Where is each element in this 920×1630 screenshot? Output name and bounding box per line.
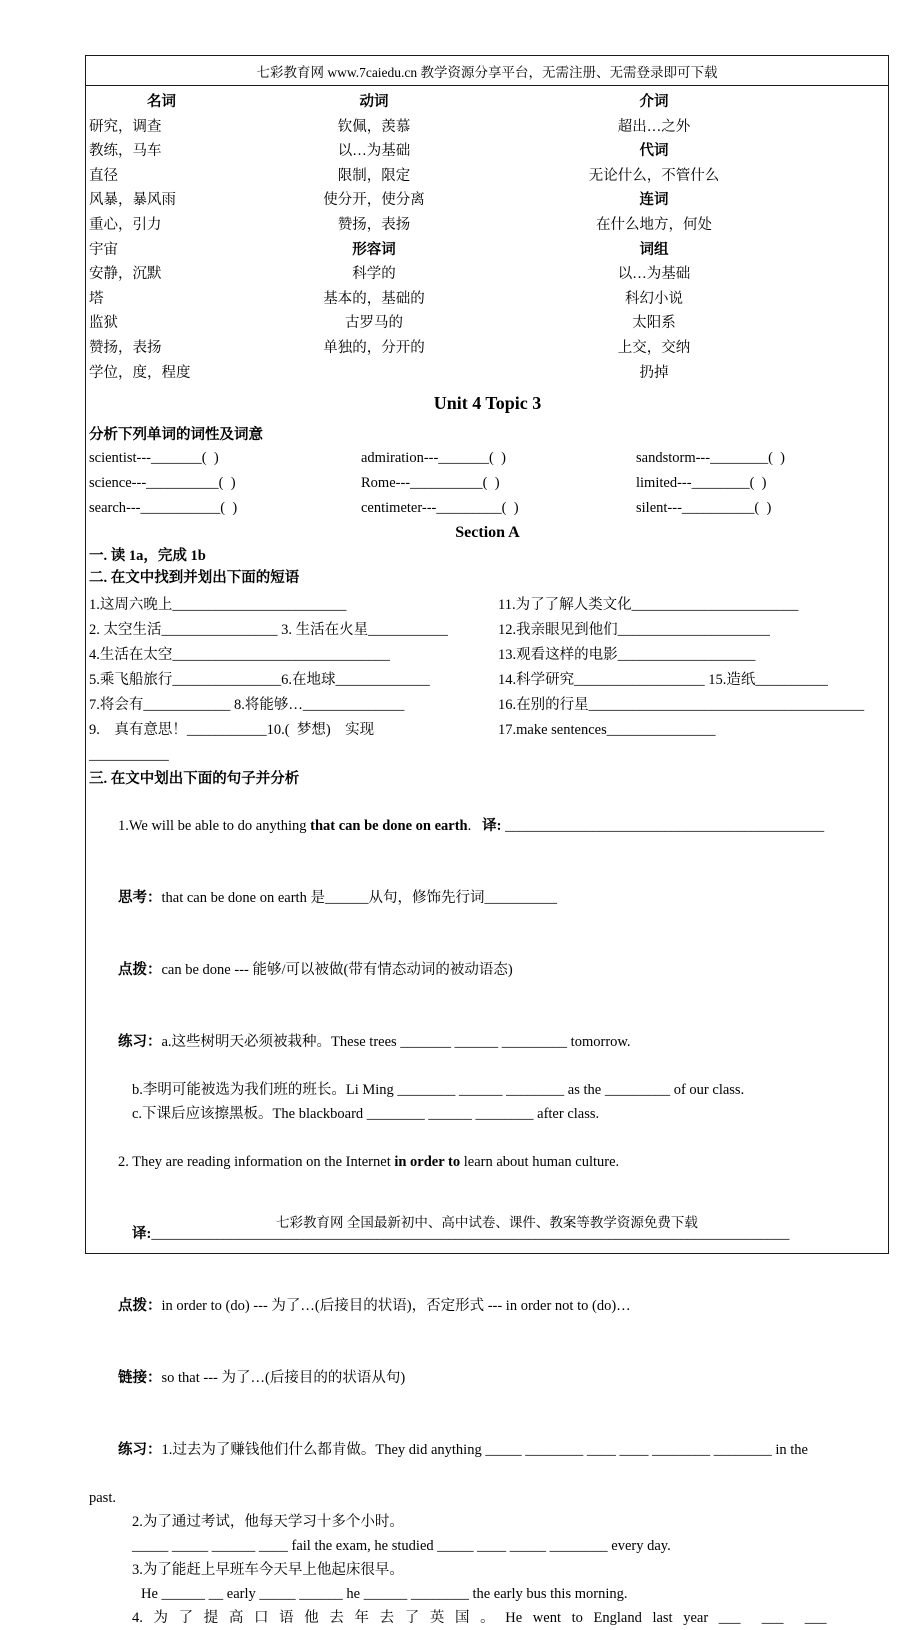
vocab-cell: 安静，沉默 [89, 266, 162, 283]
exercise-label: 练习： [118, 1034, 162, 1051]
sentence-1-pre: 1.We will be able to do anything [118, 818, 311, 835]
phrase-line: 14.科学研究__________________ 15.造纸__________ [498, 672, 828, 689]
exercise-line-c: c.下课后应该擦黑板。The blackboard ________ ______ ________ after class. [132, 1106, 600, 1123]
sentence-2-pre: 2. They are reading information on the Internet [118, 1154, 395, 1171]
vocab-cell: 古罗马的 [345, 315, 403, 332]
exercise-text: 1.过去为了赚钱他们什么都肯做。They did anything _____ ________ ____ ____ ________ ________ in the [161, 1442, 808, 1459]
exercise-line-a [89, 1006, 886, 1078]
vocab-cell: 风暴，暴风雨 [89, 192, 176, 209]
phrase-line: 13.观看这样的电影___________________ [498, 647, 756, 664]
site-footer [86, 1211, 888, 1231]
phrase-line: 9. 真有意思！___________10.( 梦想) 实现 [89, 722, 375, 739]
vocab-cell: 太阳系 [632, 315, 676, 332]
link-label: 链接： [118, 1370, 162, 1387]
link-line [89, 1342, 886, 1414]
page-title: Unit 4 Topic 3 [433, 393, 542, 414]
vocab-cell: 上交，交纳 [617, 339, 691, 356]
part1-heading: 一. 读 1a，完成 1b [89, 548, 206, 565]
think-text: that can be done on earth 是______从句，修饰先行词__________ [161, 890, 557, 907]
worksheet-content [86, 86, 888, 1630]
vocab-header-noun: 名词 [147, 94, 176, 110]
vocab-header-conjunction: 连词 [639, 192, 669, 209]
tip-line-1 [89, 934, 886, 1006]
vocab-cell: 研究，调查 [89, 118, 162, 135]
translate-blank: ________________________________________________________________________________________ [151, 1226, 790, 1243]
exercise2-line-2b: _____ _____ ______ ____ fail the exam, he studied _____ ____ _____ ________ every day. [132, 1538, 671, 1555]
sentence-2-bold: in order to [394, 1154, 461, 1171]
vocab-table [89, 90, 886, 385]
vocab-cell: 基本的，基础的 [323, 290, 425, 307]
vocab-cell: 限制，限定 [337, 167, 411, 184]
exercise-text: a.这些树明天必须被栽种。These trees _______ ______ _________ tomorrow. [161, 1034, 631, 1051]
vocab-cell: 科学的 [352, 266, 396, 283]
phrase-list [89, 593, 886, 768]
sentence-1-post: . [467, 818, 483, 835]
link-text: so that --- 为了…(后接目的的状语从句) [161, 1370, 406, 1387]
phrase-line: 11.为了了解人类文化_______________________ [498, 597, 799, 614]
vocab-cell: 在什么地方，何处 [596, 216, 712, 233]
vocab-cell: 赞扬，表扬 [89, 339, 162, 356]
phrase-line: 4.生活在太空______________________________ [89, 647, 390, 664]
vocab-cell: 超出…之外 [617, 118, 691, 135]
vocab-cell: 塔 [89, 290, 104, 307]
word-analysis-item: science---__________( ) [89, 475, 236, 492]
sentence-1-translate-blank: ____________________________________________ [505, 818, 825, 835]
vocab-cell: 学位，度，程度 [89, 364, 191, 381]
phrase-line: ___________ [89, 747, 169, 764]
vocab-cell [234, 361, 514, 386]
phrase-line: 7.将会有____________ 8.将能够…______________ [89, 697, 405, 714]
sentence-2-translate-line [89, 1198, 886, 1270]
tip-label: 点拨： [118, 962, 162, 979]
phrase-column-left [89, 593, 498, 768]
part3-heading: 三. 在文中划出下面的句子并分析 [89, 771, 300, 788]
part2-heading: 二. 在文中找到并划出下面的短语 [89, 570, 300, 587]
word-analysis-item: silent---__________( ) [636, 500, 772, 517]
exercise2-line-1 [89, 1414, 886, 1486]
tip-text: can be done --- 能够/可以被做(带有情态动词的被动语态) [161, 962, 513, 979]
vocab-header-phrase: 词组 [639, 241, 669, 258]
vocab-cell: 以…为基础 [617, 266, 691, 283]
word-analysis-item: scientist---_______( ) [89, 450, 219, 467]
vocab-cell: 扔掉 [639, 364, 669, 381]
vocab-cell: 宇宙 [89, 241, 118, 258]
exercise2-line-2a: 2.为了通过考试，他每天学习十多个小时。 [132, 1514, 404, 1531]
phrase-line: 2. 太空生活________________ 3. 生活在火星___________ [89, 622, 448, 639]
tip-text: in order to (do) --- 为了…(后接目的状语)，否定形式 --- in order not to (do)… [161, 1298, 631, 1315]
sentence-2-post: learn about human culture. [460, 1154, 620, 1171]
vocab-cell: 监狱 [89, 315, 118, 332]
phrase-column-right [498, 593, 886, 768]
vocab-header-adjective: 形容词 [352, 241, 396, 258]
vocab-cell: 无论什么，不管什么 [588, 167, 720, 184]
vocab-cell: 赞扬，表扬 [337, 216, 411, 233]
vocab-cell: 重心，引力 [89, 216, 162, 233]
site-header [86, 56, 888, 86]
word-analysis-item: limited---________( ) [636, 475, 767, 492]
word-analysis-item: search---___________( ) [89, 500, 238, 517]
word-analysis-item: centimeter---_________( ) [361, 500, 519, 517]
sentence-1-translate-label: 译: [482, 818, 506, 835]
think-line [89, 862, 886, 934]
translate-label: 译: [132, 1226, 152, 1243]
tip-line-2 [89, 1270, 886, 1342]
site-header-text: 七彩教育网 www.7caiedu.cn 教学资源分享平台，无需注册、无需登录即可下载 [256, 64, 718, 80]
phrase-line: 5.乘飞船旅行_______________6.在地球_____________ [89, 672, 430, 689]
vocab-header-pronoun: 代词 [639, 143, 669, 160]
word-analysis-item: Rome---__________( ) [361, 475, 500, 492]
exercise-label: 练习： [118, 1442, 162, 1459]
phrase-line: 17.make sentences_______________ [498, 722, 716, 739]
vocab-header-verb: 动词 [359, 94, 389, 110]
sentence-1-bold: that can be done on earth [310, 818, 468, 835]
section-a-title: Section A [455, 524, 520, 542]
word-analysis-item: sandstorm---________( ) [636, 450, 786, 467]
exercise2-line-4: 4. 为 了 提 高 口 语 他 去 年 去 了 英 国 。 He went to England last year ___ ___ ___ [132, 1610, 827, 1627]
phrase-line: 16.在别的行星______________________________________ [498, 697, 865, 714]
think-label: 思考： [118, 890, 162, 907]
worksheet-page [85, 55, 889, 1627]
sentence-2 [89, 1126, 886, 1198]
exercise2-line-3b: He ______ __ early _____ ______ he ______ ________ the early bus this morning. [141, 1586, 628, 1603]
vocab-cell: 教练，马车 [89, 143, 162, 160]
word-analysis-heading: 分析下列单词的词性及词意 [89, 427, 263, 444]
word-analysis-item: admiration---_______( ) [361, 450, 506, 467]
vocab-cell: 直径 [89, 167, 118, 184]
exercise2-line-1-wrap: past. [89, 1490, 116, 1507]
word-analysis-grid [89, 446, 886, 521]
exercise-line-b: b.李明可能被选为我们班的班长。Li Ming ________ ______ ________ as the _________ of our class. [132, 1082, 745, 1099]
phrase-line: 12.我亲眼见到他们_____________________ [498, 622, 770, 639]
sentence-1 [89, 790, 886, 862]
vocab-cell: 使分开，使分离 [323, 192, 425, 209]
vocab-header-preposition: 介词 [639, 94, 669, 110]
vocab-cell: 科幻小说 [625, 290, 683, 307]
vocab-cell: 单独的，分开的 [323, 339, 425, 356]
phrase-line: 1.这周六晚上________________________ [89, 597, 347, 614]
vocab-cell: 钦佩，羡慕 [337, 118, 411, 135]
vocab-cell: 以…为基础 [337, 143, 411, 160]
exercise2-line-3a: 3.为了能赶上早班车今天早上他起床很早。 [132, 1562, 404, 1579]
site-footer-text: 七彩教育网 全国最新初中、高中试卷、课件、教案等教学资源免费下载 [276, 1215, 698, 1230]
tip-label: 点拨： [118, 1298, 162, 1315]
